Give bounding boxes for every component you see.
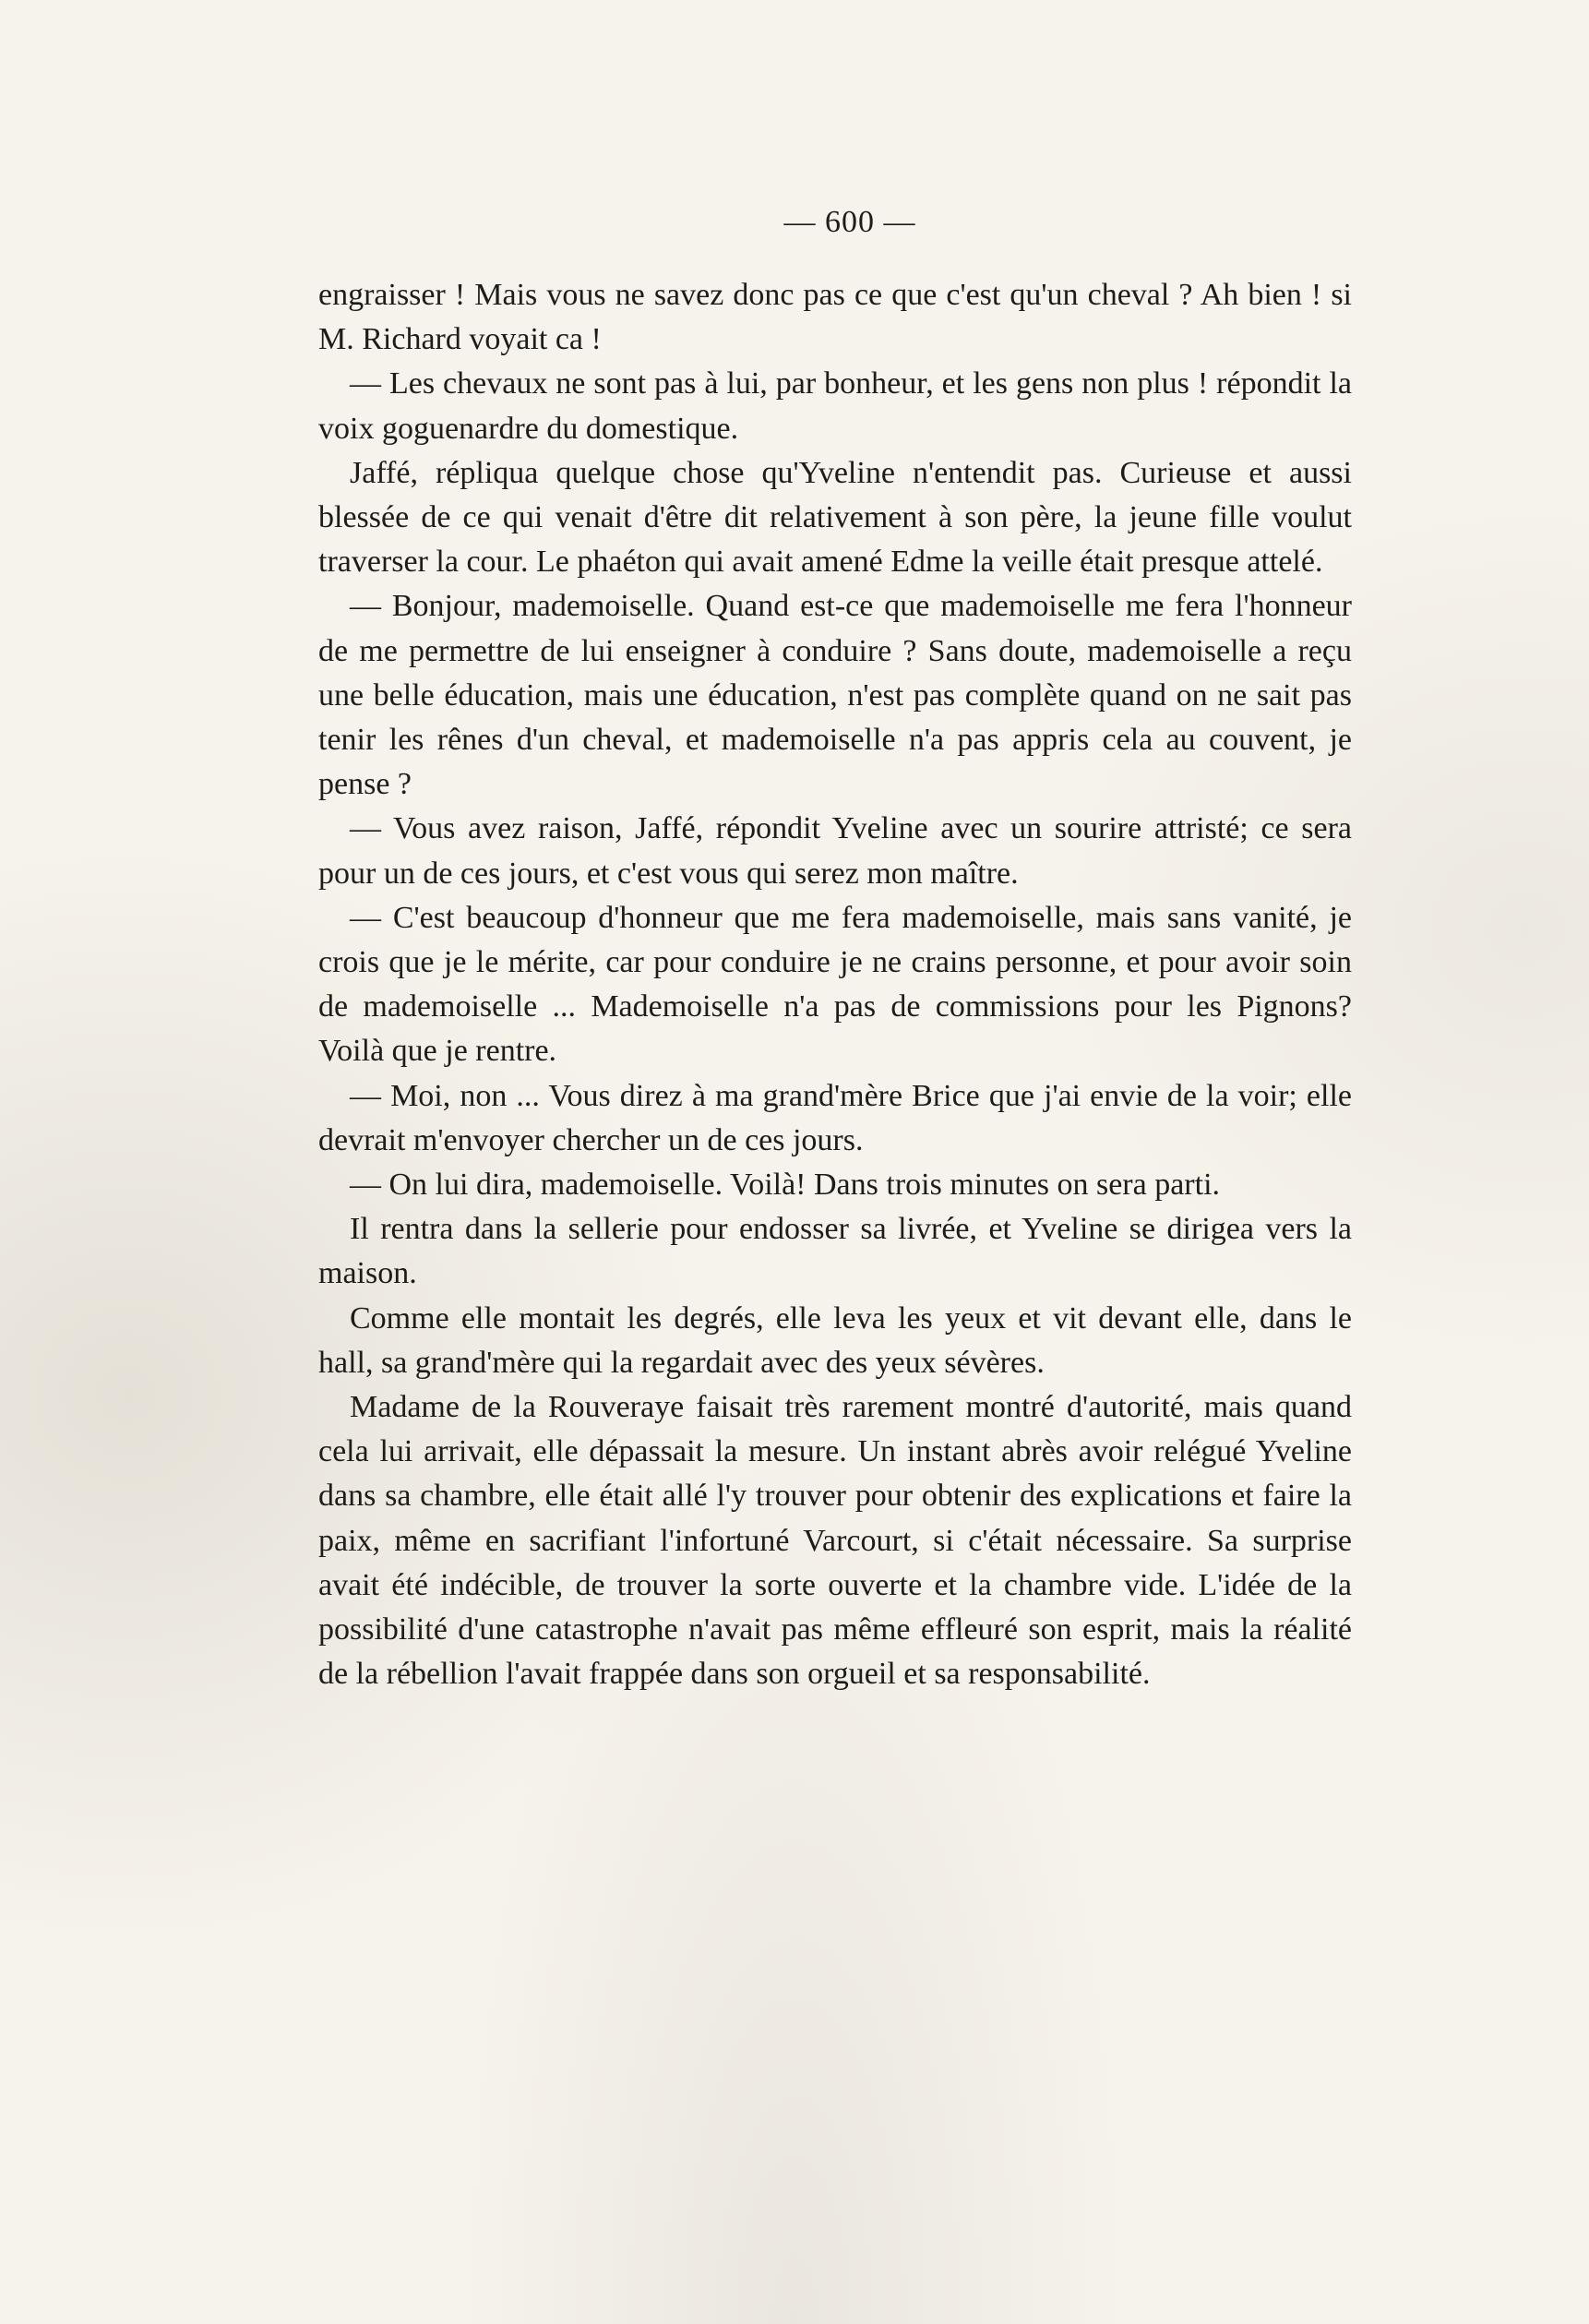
paragraph: Il rentra dans la sellerie pour endosser sa livrée, et Yveline se dirigea vers la maison. <box>318 1212 1352 1291</box>
body-text <box>318 273 1352 1697</box>
paragraph: — Bonjour, mademoiselle. Quand est-ce que mademoiselle me fera l'honneur de me permettre de lui enseigner à conduire ? Sans doute, mademoiselle a reçu une belle éducation, mais une éducation, n'est pas complète quand on ne sait pas tenir les rênes d'un cheval, et mademoiselle n'a pas appris cela au couvent, je pense ? <box>318 589 1352 802</box>
paragraph: — C'est beaucoup d'honneur que me fera mademoiselle, mais sans vanité, je crois que je le mérite, car pour conduire je ne crains personne, et pour avoir soin de mademoiselle ... Mademoiselle n'a pas de commissions pour les Pignons? Voilà que je rentre. <box>318 900 1352 1069</box>
paragraph: Comme elle montait les degrés, elle leva les yeux et vit devant elle, dans le hall, sa grand'mère qui la regardait avec des yeux sévères. <box>318 1300 1352 1380</box>
paragraph: Jaffé, répliqua quelque chose qu'Yveline n'entendit pas. Curieuse et aussi blessée de ce qui venait d'être dit relativement à son père, la jeune fille voulut traverser la cour. Le phaéton qui avait amené Edme la veille était presque attelé. <box>318 455 1352 580</box>
paragraph: — Vous avez raison, Jaffé, répondit Yveline avec un sourire attristé; ce sera pour un de ces jours, et c'est vous qui serez mon maître. <box>318 811 1352 891</box>
page-number: — 600 — <box>783 205 916 239</box>
paragraph: — Les chevaux ne sont pas à lui, par bonheur, et les gens non plus ! répondit la voix goguenardre du domestique. <box>318 366 1352 446</box>
paragraph: Madame de la Rouveraye faisait très rarement montré d'autorité, mais quand cela lui arrivait, elle dépassait la mesure. Un instant abrès avoir relégué Yveline dans sa chambre, elle était allé l'y trouver pour obtenir des explications et faire la paix, même en sacrifiant l'infortuné Varcourt, si c'était nécessaire. Sa surprise avait été indécible, de trouver la sorte ouverte et la chambre vide. L'idée de la possibilité d'une catastrophe n'avait pas même effleuré son esprit, mais la réalité de la rébellion l'avait frappée dans son orgueil et sa responsabilité. <box>318 1390 1352 1692</box>
paragraph: engraisser ! Mais vous ne savez donc pas ce que c'est qu'un cheval ? Ah bien ! si M. Richard voyait ca ! <box>318 278 1352 357</box>
paragraph: — Moi, non ... Vous direz à ma grand'mère Brice que j'ai envie de la voir; elle devrait m'envoyer chercher un de ces jours. <box>318 1078 1352 1157</box>
paragraph: — On lui dira, mademoiselle. Voilà! Dans trois minutes on sera parti. <box>350 1168 1221 1203</box>
